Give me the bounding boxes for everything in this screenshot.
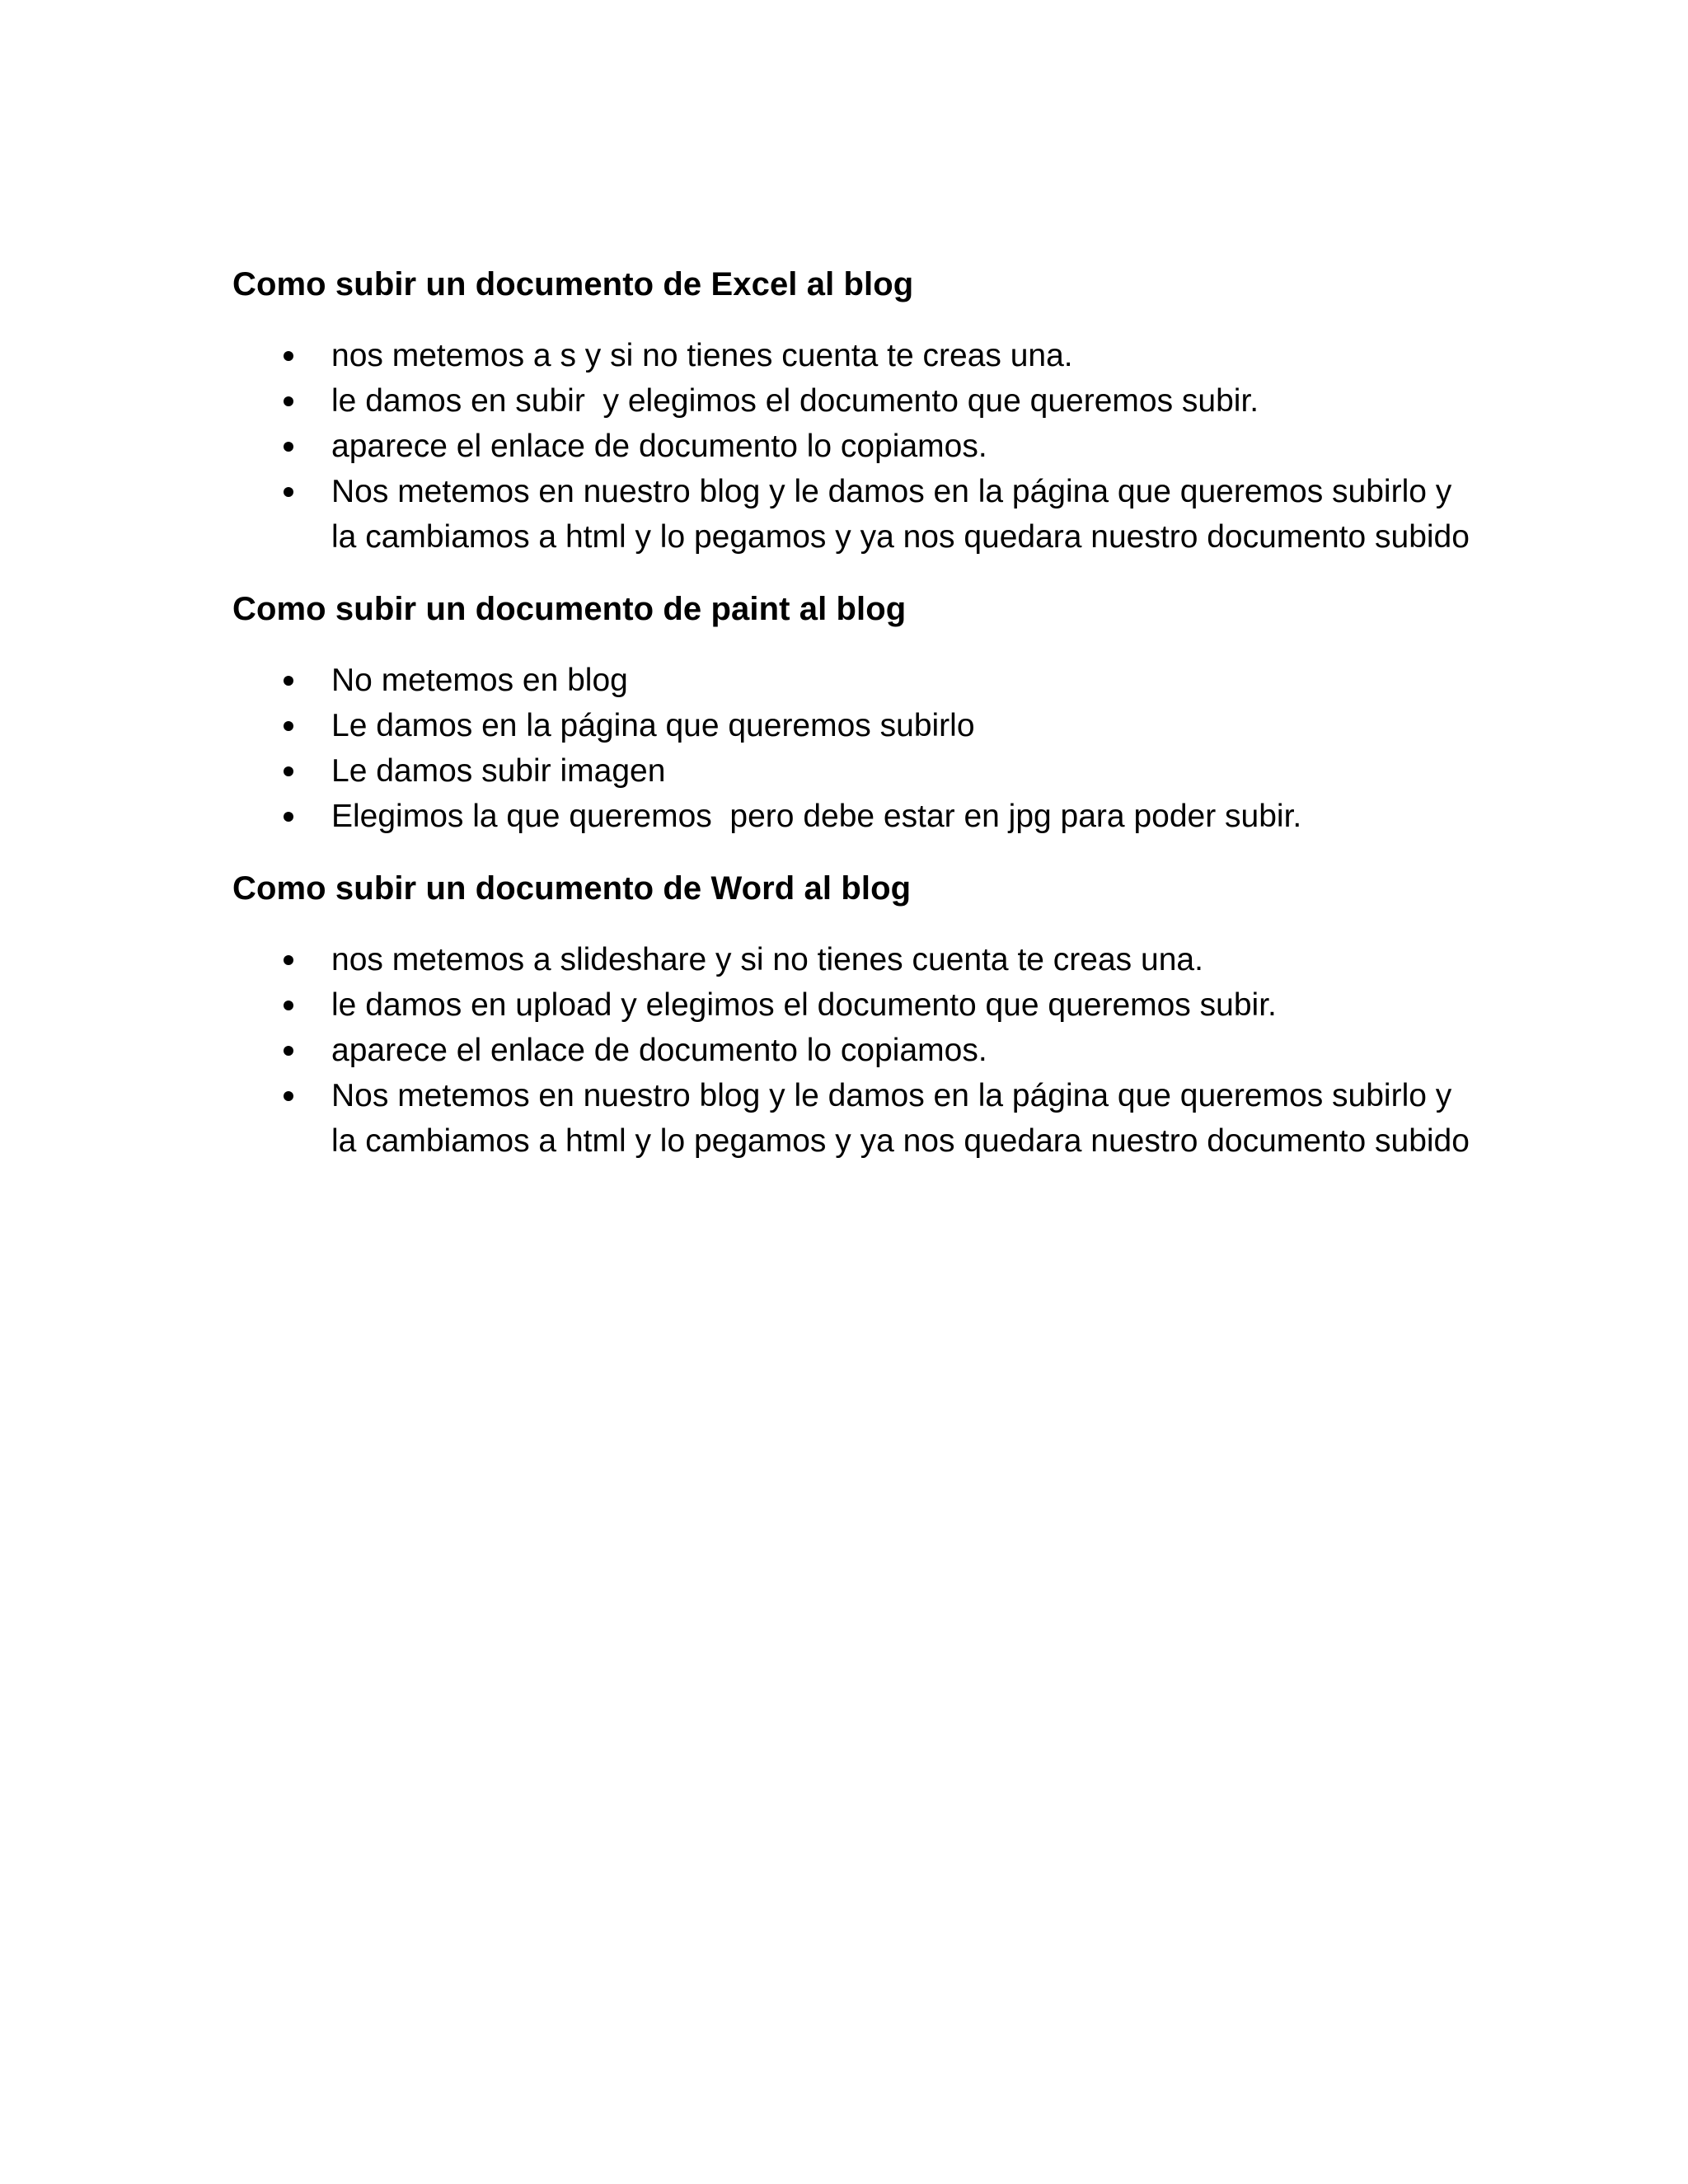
list-item (232, 1028, 1485, 1073)
bullet-icon (284, 721, 293, 731)
section-heading: Como subir un documento de paint al blog (232, 591, 907, 627)
list-item (232, 794, 1485, 839)
bullet-icon (284, 766, 293, 776)
list-item (232, 333, 1485, 378)
list-item (232, 378, 1485, 424)
bullet-list (232, 658, 1469, 839)
list-item-text: aparece el enlace de documento lo copiamos. (331, 1033, 987, 1068)
list-item-text: le damos en subir y elegimos el documento que queremos subir. (331, 383, 1259, 419)
section-excel (232, 262, 1469, 560)
list-item-text: Le damos en la página que queremos subirlo (331, 708, 975, 743)
bullet-icon (284, 442, 293, 452)
list-item (232, 937, 1485, 982)
list-item-text: Elegimos la que queremos pero debe estar en jpg para poder subir. (331, 799, 1302, 834)
bullet-icon (284, 1091, 293, 1101)
bullet-list (232, 333, 1469, 560)
list-item-text: Nos metemos en nuestro blog y le damos en la página que queremos subirlo y la cambiamos a html y lo pegamos y ya nos quedara nuestro documento subido (331, 474, 1470, 555)
bullet-icon (284, 487, 293, 497)
bullet-icon (284, 812, 293, 822)
bullet-icon (284, 676, 293, 686)
bullet-icon (284, 1046, 293, 1056)
list-item-text: nos metemos a s y si no tienes cuenta te creas una. (331, 338, 1073, 373)
bullet-list (232, 937, 1469, 1164)
bullet-icon (284, 396, 293, 406)
section-heading: Como subir un documento de Word al blog (232, 870, 912, 907)
section-heading: Como subir un documento de Excel al blog (232, 266, 914, 302)
list-item (232, 658, 1485, 703)
list-item (232, 424, 1485, 469)
document-content (232, 262, 1469, 1164)
section-word (232, 866, 1469, 1164)
list-item-text: Nos metemos en nuestro blog y le damos en la página que queremos subirlo y la cambiamos a html y lo pegamos y ya nos quedara nuestro documento subido (331, 1078, 1470, 1159)
list-item-text: aparece el enlace de documento lo copiamos. (331, 429, 987, 464)
list-item-text: nos metemos a slideshare y si no tienes cuenta te creas una. (331, 942, 1203, 977)
list-item-text: No metemos en blog (331, 663, 628, 698)
list-item (232, 982, 1485, 1028)
list-item (232, 748, 1485, 794)
list-item-text: le damos en upload y elegimos el documento que queremos subir. (331, 987, 1277, 1023)
list-item (232, 469, 1485, 560)
list-item-text: Le damos subir imagen (331, 753, 666, 789)
section-paint (232, 587, 1469, 839)
bullet-icon (284, 351, 293, 361)
bullet-icon (284, 1001, 293, 1010)
bullet-icon (284, 955, 293, 965)
list-item (232, 1073, 1485, 1164)
list-item (232, 703, 1485, 748)
